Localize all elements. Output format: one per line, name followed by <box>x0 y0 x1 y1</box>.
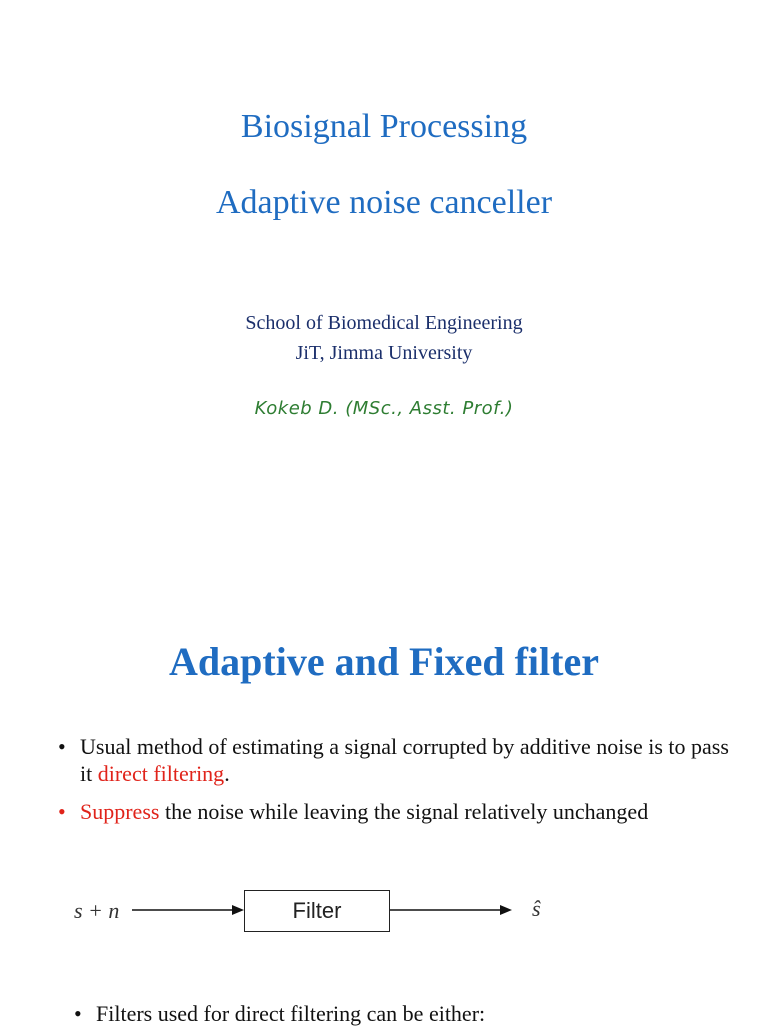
bullet-item-1 <box>58 733 738 787</box>
bullet-dot: • <box>58 799 66 824</box>
bullet-item-3 <box>74 1000 754 1027</box>
filter-block: Filter <box>244 890 390 932</box>
output-estimate-label: ŝ <box>532 896 541 921</box>
filter-block-diagram <box>70 888 570 938</box>
bullet-text <box>58 798 738 825</box>
author-name: Kokeb D. (MSc., Asst. Prof.) <box>254 398 514 419</box>
output-arrow-icon <box>390 902 514 918</box>
bullet-item-2 <box>58 798 738 825</box>
slide-title: Biosignal Processing <box>240 108 528 145</box>
bullet-text-prefix: Usual method of estimating a signal corrupted by additive noise is to pass it <box>80 734 729 786</box>
bullet-text-suffix: the noise while leaving the signal relatively unchanged <box>159 799 649 824</box>
bullet-dot: • <box>58 734 66 759</box>
bullet-text: Filters used for direct filtering can be either: <box>96 1001 486 1026</box>
highlight-text: Suppress <box>80 799 160 824</box>
institution-line-1: School of Biomedical Engineering <box>245 312 523 334</box>
bullet-dot: • <box>74 1001 82 1026</box>
institution-line-2: JiT, Jimma University <box>295 342 473 364</box>
slide-heading: Adaptive and Fixed filter <box>169 639 599 684</box>
bullet-text <box>58 733 738 787</box>
slide-subtitle: Adaptive noise canceller <box>215 184 553 221</box>
input-signal-label: s + n <box>74 898 120 923</box>
content-slide <box>0 560 768 1024</box>
bullet-text-suffix: . <box>224 761 230 786</box>
input-arrow-icon <box>132 902 246 918</box>
highlight-text: direct filtering <box>97 761 225 786</box>
